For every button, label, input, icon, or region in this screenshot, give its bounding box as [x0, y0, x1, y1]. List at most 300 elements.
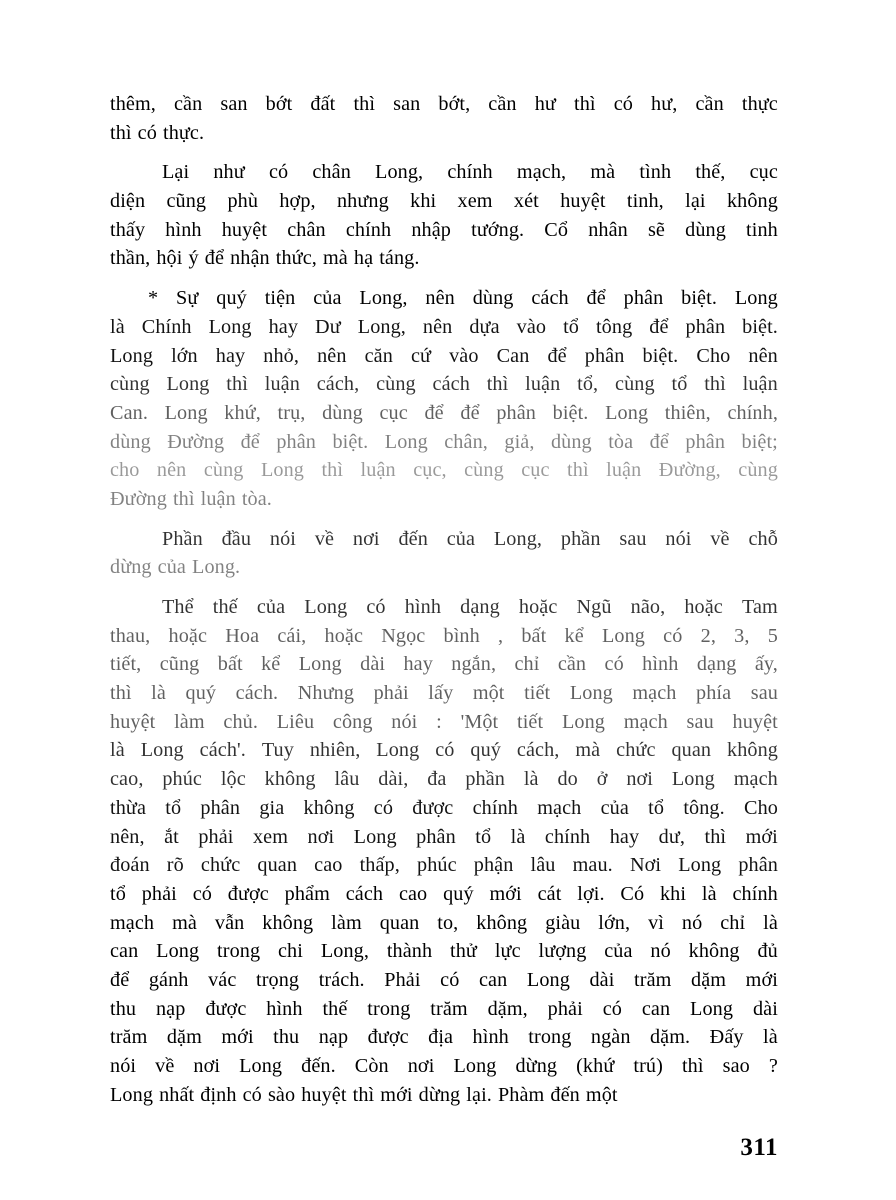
- word: *: [148, 287, 159, 310]
- word: biệt.: [742, 315, 778, 338]
- word: Long: [526, 968, 570, 991]
- word: hình: [642, 653, 679, 676]
- word: cách,: [516, 739, 560, 762]
- word: hình: [266, 997, 303, 1020]
- text-line: [110, 909, 778, 938]
- word: thấp,: [359, 854, 400, 877]
- word: Long: [678, 854, 722, 877]
- word: cách: [432, 373, 470, 396]
- word: không: [727, 739, 778, 762]
- word: giả,: [504, 430, 535, 453]
- word: phân: [200, 796, 241, 819]
- word: dùng: [685, 218, 726, 241]
- word: sao: [722, 1055, 750, 1077]
- word: 3,: [734, 624, 750, 647]
- word: của: [600, 796, 629, 819]
- word: phải: [547, 997, 583, 1020]
- word: tiết: [517, 710, 544, 733]
- word: 2,: [700, 624, 716, 647]
- word: hình: [404, 596, 442, 618]
- word: luận: [525, 373, 561, 396]
- word: cục,: [413, 459, 447, 482]
- word: Phàm: [497, 1083, 545, 1106]
- word: cùng: [738, 459, 778, 482]
- word: lực: [494, 940, 521, 963]
- word: thì: [110, 121, 132, 144]
- text-line: [110, 794, 778, 823]
- word: bớt,: [438, 93, 471, 115]
- word: hình: [472, 1026, 509, 1049]
- word: dạng: [696, 653, 737, 676]
- word: xem: [252, 825, 289, 848]
- word: mạch,: [516, 161, 567, 184]
- word: trong: [367, 997, 411, 1020]
- word: bớt: [265, 93, 293, 115]
- word: là: [151, 682, 166, 705]
- text-line: [110, 622, 778, 651]
- word: hay: [609, 825, 640, 848]
- word: phải: [373, 682, 409, 705]
- word: Nhưng: [297, 682, 355, 705]
- word: nên: [422, 315, 453, 338]
- word: Long: [304, 596, 348, 618]
- word: chi: [278, 940, 303, 963]
- word: chính: [345, 218, 392, 241]
- word: phúc: [162, 768, 202, 791]
- word: hoặc: [168, 624, 208, 647]
- word: nhiên,: [309, 739, 361, 762]
- word: để: [204, 247, 225, 270]
- word: cùng: [464, 459, 504, 482]
- word: vào: [516, 315, 547, 338]
- word: 5: [767, 624, 778, 647]
- text-line: [110, 765, 778, 794]
- word: Đường: [110, 487, 167, 510]
- word: dừng: [418, 1083, 461, 1106]
- word: cục: [379, 401, 408, 424]
- word: Đấy: [709, 1026, 744, 1049]
- text-line: [110, 216, 778, 245]
- word: mạch: [623, 710, 668, 733]
- word: một: [585, 1083, 618, 1106]
- word: Can.: [110, 401, 148, 424]
- word: Cho: [696, 344, 731, 367]
- text-line: [110, 553, 778, 582]
- word: Ngọc: [381, 624, 426, 647]
- word: tổ: [165, 796, 182, 819]
- page-text-block: [110, 90, 778, 1109]
- word: phân: [584, 344, 625, 367]
- word: Nơi: [629, 854, 662, 877]
- word: chính: [732, 882, 778, 905]
- word: công: [332, 710, 373, 733]
- word: luận: [200, 487, 236, 510]
- word: Long: [260, 459, 304, 482]
- word: nói: [391, 710, 418, 733]
- word: có: [137, 121, 157, 144]
- word: Long: [384, 430, 428, 453]
- word: là: [510, 825, 526, 848]
- word: lại.: [466, 1083, 492, 1106]
- word: Long.: [192, 556, 241, 579]
- word: mới: [221, 1026, 254, 1049]
- word: Long: [140, 739, 184, 762]
- word: san: [393, 93, 421, 115]
- word: chính: [544, 825, 591, 848]
- word: :: [436, 710, 442, 733]
- word: can: [641, 997, 671, 1020]
- word: mới: [745, 968, 778, 991]
- word: sau: [686, 710, 714, 733]
- word: cần: [173, 93, 203, 115]
- word: nên: [156, 459, 187, 482]
- word: không: [476, 911, 528, 934]
- word: vác: [208, 968, 237, 991]
- word: luận: [264, 373, 300, 396]
- word: tòa.: [241, 487, 272, 510]
- word: dài: [589, 968, 615, 991]
- word: luận: [360, 459, 396, 482]
- word: Thể: [162, 596, 194, 618]
- word: có: [366, 596, 386, 618]
- word: mà: [590, 161, 616, 184]
- word: nên,: [110, 825, 145, 848]
- word: biệt.: [332, 430, 369, 453]
- word: trong: [217, 940, 261, 963]
- word: tổ: [475, 825, 492, 848]
- word: thấy: [110, 218, 146, 241]
- word: Long: [690, 997, 734, 1020]
- word: mạch: [733, 768, 778, 791]
- word: quý: [470, 739, 501, 762]
- word: san: [220, 93, 248, 115]
- word: đoán: [110, 854, 150, 877]
- word: không: [688, 940, 740, 963]
- word: Can: [496, 344, 530, 367]
- word: hạ: [353, 247, 374, 270]
- text-line: [110, 244, 778, 273]
- word: có: [435, 739, 455, 762]
- word: để: [649, 430, 669, 453]
- word: vẫn: [214, 911, 245, 934]
- word: cao: [398, 882, 428, 905]
- word: làm: [331, 911, 362, 934]
- word: dài: [360, 653, 386, 676]
- word: dạng: [460, 596, 500, 618]
- word: Phần: [162, 527, 203, 550]
- word: cái,: [277, 624, 307, 647]
- word: dặm,: [487, 997, 528, 1020]
- word: thực: [741, 93, 778, 115]
- word: Long,: [359, 287, 408, 310]
- word: nói: [269, 527, 296, 550]
- text-line: [110, 525, 778, 554]
- word: chỗ: [748, 527, 778, 550]
- word: chính: [447, 161, 493, 184]
- word: trọng: [255, 968, 300, 991]
- word: chân,: [444, 430, 488, 453]
- word: nơi: [307, 825, 335, 848]
- word: của: [446, 527, 476, 550]
- text-line: [110, 1052, 778, 1081]
- word: huyệt: [732, 710, 778, 733]
- word: tòa: [608, 430, 634, 453]
- word: phân: [685, 430, 726, 453]
- word: có: [613, 93, 633, 115]
- word: can: [478, 968, 508, 991]
- word: Long: [208, 315, 252, 338]
- text-line: [110, 342, 778, 371]
- word: luận: [742, 373, 778, 396]
- word: cần: [557, 653, 587, 676]
- word: là: [763, 1026, 778, 1049]
- word: rõ: [166, 854, 184, 877]
- word: tông.: [683, 796, 725, 819]
- word: quan: [379, 911, 420, 934]
- word: nơi: [626, 768, 653, 791]
- word: mà: [172, 911, 197, 934]
- word: Cổ: [544, 218, 569, 241]
- word: của: [256, 596, 286, 618]
- word: tình: [639, 161, 672, 184]
- word: để: [240, 430, 260, 453]
- word: ở: [596, 768, 608, 791]
- word: hoặc: [684, 596, 723, 618]
- word: hay: [268, 315, 299, 338]
- word: mau.: [572, 854, 613, 877]
- word: tổ: [563, 315, 579, 338]
- word: Lại: [162, 161, 190, 184]
- word: làm: [174, 710, 205, 733]
- word: như: [213, 161, 245, 184]
- word: gia: [259, 796, 285, 819]
- text-line: [110, 593, 778, 622]
- word: thu: [110, 997, 137, 1020]
- word: dài,: [378, 768, 409, 791]
- word: nơi: [407, 1055, 435, 1077]
- word: thu: [273, 1026, 300, 1049]
- word: gánh: [148, 968, 189, 991]
- word: không: [262, 911, 314, 934]
- word: ấy,: [754, 653, 778, 676]
- word: có: [242, 1083, 262, 1106]
- word: lớn: [171, 344, 198, 367]
- text-line: [110, 823, 778, 852]
- text-line: [110, 1081, 778, 1110]
- word: cũng: [159, 653, 200, 676]
- text-line: [110, 428, 778, 457]
- word: ,: [498, 624, 504, 647]
- word: nhận: [230, 247, 270, 270]
- text-line: [110, 284, 778, 313]
- text-line: [110, 736, 778, 765]
- word: của: [313, 287, 342, 310]
- word: thì: [704, 825, 727, 848]
- word: thức,: [275, 247, 317, 270]
- word: kể: [261, 653, 281, 676]
- word: hoặc: [518, 596, 558, 618]
- word: phải: [198, 825, 234, 848]
- text-line: [110, 880, 778, 909]
- word: phù: [227, 190, 259, 213]
- word: lấy: [428, 682, 454, 705]
- word: mạch: [110, 911, 155, 934]
- word: cục: [521, 459, 550, 482]
- word: mạch: [632, 682, 677, 705]
- paragraph: [110, 90, 778, 147]
- word: trong: [528, 1026, 572, 1049]
- word: lại: [685, 190, 706, 213]
- word: Long: [110, 1083, 154, 1106]
- word: khi: [410, 190, 437, 213]
- word: là: [110, 739, 125, 762]
- word: táng.: [379, 247, 420, 270]
- word: nên: [317, 344, 347, 367]
- word: Ngũ: [576, 596, 612, 618]
- word: trách.: [318, 968, 365, 991]
- word: thì: [110, 682, 132, 705]
- word: xem: [457, 190, 493, 213]
- word: chính,: [727, 401, 778, 424]
- word: quý: [216, 287, 247, 310]
- word: phần: [465, 768, 505, 791]
- word: thử: [450, 940, 477, 963]
- word: cách: [531, 287, 569, 310]
- word: để: [460, 401, 480, 424]
- word: cũng: [166, 190, 207, 213]
- word: cho: [110, 459, 140, 482]
- word: để: [547, 344, 567, 367]
- word: về: [710, 527, 730, 550]
- word: phân: [738, 854, 778, 877]
- word: chủ.: [223, 710, 259, 733]
- word: chỉ: [720, 911, 746, 934]
- word: khứ,: [224, 401, 261, 424]
- word: thực.: [162, 121, 205, 144]
- word: Long,: [320, 940, 369, 963]
- text-line: [110, 370, 778, 399]
- word: Long: [601, 624, 645, 647]
- word: thì: [321, 459, 344, 482]
- word: do: [557, 768, 578, 791]
- word: Long: [166, 373, 210, 396]
- word: để: [649, 315, 669, 338]
- word: để: [586, 287, 606, 310]
- word: một: [472, 682, 505, 705]
- word: lộc: [220, 768, 246, 791]
- word: căn: [364, 344, 393, 367]
- word: phân: [416, 825, 456, 848]
- word: cứ: [410, 344, 432, 367]
- word: Có: [620, 882, 645, 905]
- word: lâu: [530, 854, 556, 877]
- word: quý: [185, 682, 217, 705]
- word: phân: [685, 315, 726, 338]
- word: nhỏ,: [263, 344, 300, 367]
- word: dùng: [322, 401, 363, 424]
- word: thì: [486, 373, 509, 396]
- word: lớn,: [598, 911, 631, 934]
- word: Long: [239, 1055, 283, 1077]
- word: Long: [569, 682, 613, 705]
- word: mới: [380, 1083, 413, 1106]
- word: trăm: [634, 968, 672, 991]
- word: định: [200, 1083, 237, 1106]
- word: Dư: [315, 315, 341, 338]
- text-line: [110, 708, 778, 737]
- word: có: [604, 653, 624, 676]
- word: diện: [110, 190, 146, 213]
- word: là: [701, 882, 717, 905]
- word: có: [192, 882, 212, 905]
- word: của: [604, 940, 633, 963]
- word: chân: [287, 218, 326, 241]
- word: quý: [443, 882, 474, 905]
- word: Long,: [375, 161, 424, 184]
- word: 'Một: [460, 710, 499, 733]
- word: hoặc: [324, 624, 364, 647]
- word: cùng: [376, 373, 416, 396]
- word: bất: [521, 624, 547, 647]
- word: thì: [353, 93, 376, 115]
- word: khi: [659, 882, 687, 905]
- word: được: [367, 1026, 409, 1049]
- word: ắt: [164, 825, 179, 848]
- word: tiết: [524, 682, 551, 705]
- word: cùng: [110, 373, 150, 396]
- word: thì: [704, 373, 726, 396]
- word: mà: [575, 739, 601, 762]
- word: cách,: [316, 373, 360, 396]
- paragraph: [110, 593, 778, 1109]
- word: bình: [443, 624, 480, 647]
- word: Long: [298, 653, 342, 676]
- word: nơi: [352, 527, 380, 550]
- word: phần: [560, 527, 601, 550]
- word: là: [523, 768, 539, 791]
- word: lượng: [538, 940, 587, 963]
- word: dùng: [550, 430, 592, 453]
- word: nhập: [411, 218, 451, 241]
- word: cùng: [203, 459, 244, 482]
- word: có: [373, 796, 394, 819]
- word: (khứ: [576, 1055, 615, 1077]
- word: cách.: [235, 682, 279, 705]
- word: tướng.: [471, 218, 525, 241]
- word: hội: [156, 247, 183, 270]
- paragraph: [110, 525, 778, 582]
- word: phận: [473, 854, 514, 877]
- word: bất: [217, 653, 243, 676]
- word: để: [424, 401, 444, 424]
- text-line: [110, 966, 778, 995]
- word: dùng: [472, 287, 514, 310]
- word: tông: [595, 315, 633, 338]
- word: có: [440, 968, 460, 991]
- word: có: [268, 161, 289, 184]
- word: trăm: [110, 1026, 148, 1049]
- paragraph: [110, 284, 778, 514]
- word: huyệt: [110, 710, 156, 733]
- word: luận: [606, 459, 642, 482]
- word: vào: [449, 344, 479, 367]
- word: phía: [696, 682, 732, 705]
- word: Hoa: [225, 624, 260, 647]
- word: tổ: [648, 796, 665, 819]
- word: đến: [398, 527, 428, 550]
- word: lợi.: [577, 882, 605, 905]
- word: mới: [489, 882, 522, 905]
